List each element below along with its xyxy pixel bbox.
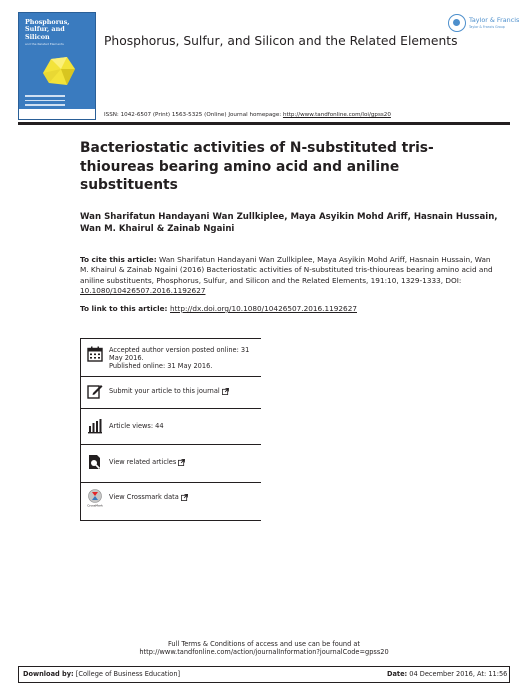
external-link-icon bbox=[222, 388, 229, 395]
cover-title-line: Sulfur, and bbox=[25, 25, 65, 34]
panel-divider bbox=[80, 376, 261, 377]
accepted-date-line: Accepted author version posted online: 31 bbox=[109, 346, 250, 354]
article-authors: Wan Sharifatun Handayani Wan Zullkiplee, Maya Asyikin Mohd Ariff, Hasnain Hussain, Wan M. Khairul & Zainab Ngaini bbox=[80, 212, 498, 235]
document-search-icon bbox=[87, 454, 103, 470]
external-link-icon bbox=[178, 459, 185, 466]
panel-divider bbox=[80, 444, 261, 445]
cover-footer-band bbox=[19, 109, 95, 119]
external-link-icon bbox=[181, 494, 188, 501]
journal-homepage-link[interactable]: http://www.tandfonline.com/loi/gpss20 bbox=[282, 112, 391, 118]
cover-title bbox=[25, 19, 91, 41]
cover-title-line: Phosphorus, bbox=[25, 18, 70, 26]
publisher-logo-icon bbox=[448, 14, 466, 32]
bar-chart-icon bbox=[87, 418, 103, 434]
date-label: Date: bbox=[387, 670, 408, 678]
publication-dates bbox=[109, 346, 259, 370]
download-info-bar bbox=[18, 666, 510, 683]
panel-divider bbox=[80, 482, 261, 483]
crossmark-label: View Crossmark data bbox=[109, 493, 179, 501]
panel-divider bbox=[80, 408, 261, 409]
panel-divider bbox=[80, 338, 261, 339]
download-value: [College of Business Education] bbox=[73, 670, 181, 678]
panel-divider bbox=[80, 520, 261, 521]
crossmark-icon bbox=[87, 489, 103, 507]
article-title: Bacteriostatic activities of N-substituted tris-thioureas bearing amino acid and aniline substituents bbox=[80, 140, 434, 193]
issn-text: ISSN: 1042-6507 (Print) 1563-5325 (Online) Journal homepage: bbox=[104, 112, 283, 118]
publisher-name: Taylor & Francis bbox=[469, 16, 520, 24]
submit-article-label: Submit your article to this journal bbox=[109, 387, 220, 395]
terms-link[interactable]: http://www.tandfonline.com/action/journalInformation?journalCode=gpss20 bbox=[139, 648, 389, 657]
download-label: Download by: bbox=[23, 670, 74, 678]
journal-cover-image bbox=[18, 12, 96, 120]
cover-title-line: Silicon bbox=[25, 32, 50, 41]
terms-line: Full Terms & Conditions of access and use can be found at bbox=[167, 640, 361, 648]
terms-notice bbox=[0, 640, 528, 656]
published-date: Published online: 31 May 2016. bbox=[109, 362, 213, 370]
accepted-date-line: May 2016. bbox=[109, 354, 144, 362]
crystal-image bbox=[37, 53, 77, 89]
doi-link[interactable]: 10.1080/10426507.2016.1192627 bbox=[80, 285, 206, 295]
article-link-block bbox=[80, 304, 500, 313]
issn-line bbox=[104, 112, 391, 118]
article-link[interactable]: http://dx.doi.org/10.1080/10426507.2016.1192627 bbox=[170, 304, 357, 313]
cite-label: To cite this article: bbox=[80, 255, 157, 264]
cite-text: Wan Sharifatun Handayani Wan Zullkiplee, Maya Asyikin Mohd Ariff, Hasnain Hussain, Wan M. Khairul & Zainab Ngaini (2016) Bacteriostatic activities of N-substituted tris-thioureas bearing amino acid and aniline substituents, Phosphorus, Sulfur, and Silicon and the Related Elements, 191:10, 1329-1333, DOI: bbox=[80, 255, 493, 285]
header-divider bbox=[18, 122, 510, 125]
panel-left-border bbox=[80, 338, 81, 521]
citation-block bbox=[80, 255, 500, 296]
article-info-panel bbox=[80, 338, 261, 521]
taylor-francis-logo[interactable] bbox=[448, 14, 520, 36]
download-date bbox=[387, 670, 507, 678]
journal-title: Phosphorus, Sulfur, and Silicon and the Related Elements bbox=[104, 34, 458, 48]
cover-subtitle: and the Related Elements bbox=[25, 42, 64, 46]
link-label: To link to this article: bbox=[80, 304, 171, 313]
related-articles-label: View related articles bbox=[109, 458, 177, 466]
date-value: 04 December 2016, At: 11:56 bbox=[407, 670, 508, 678]
article-views: Article views: 44 bbox=[109, 422, 164, 430]
calendar-icon bbox=[87, 346, 103, 362]
crossmark-small-label: CrossMark bbox=[87, 503, 103, 507]
download-by bbox=[23, 670, 180, 678]
publisher-tagline: Taylor & Francis Group bbox=[469, 25, 505, 29]
edit-icon bbox=[87, 383, 103, 399]
